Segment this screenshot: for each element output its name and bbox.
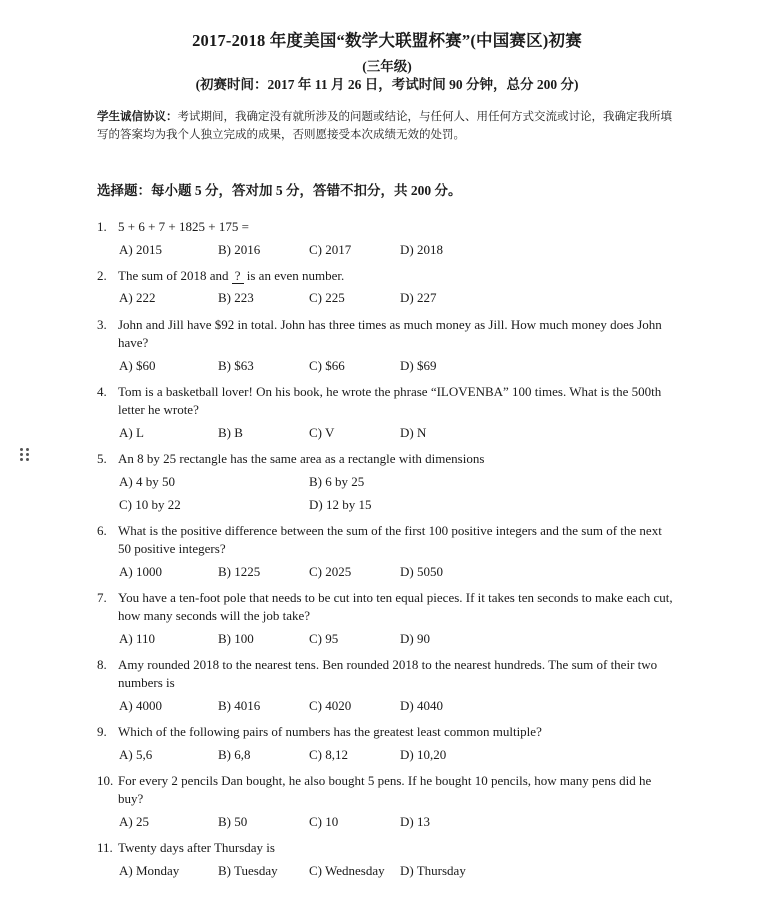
option-c[interactable]: C) 225 [309, 290, 345, 305]
option-b[interactable]: B) 1225 [218, 564, 261, 579]
question-text-after: is an even number. [243, 268, 345, 283]
question-text: 5 + 6 + 7 + 1825 + 175 = [118, 219, 249, 234]
option-a[interactable]: A) 4000 [119, 698, 162, 713]
option-d[interactable]: D) 4040 [400, 698, 443, 713]
question-8-options [119, 698, 679, 716]
option-c[interactable]: C) 8,12 [309, 747, 348, 762]
question-8 [97, 656, 677, 692]
question-6 [97, 522, 677, 558]
question-number: 8. [97, 657, 107, 672]
exam-title: 2017-2018 年度美国“数学大联盟杯赛”(中国赛区)初赛 [192, 31, 582, 50]
question-4 [97, 383, 677, 419]
question-number: 2. [97, 268, 107, 283]
option-b[interactable]: B) 50 [218, 814, 248, 829]
option-a[interactable]: A) L [119, 425, 144, 440]
question-number: 10. [97, 773, 114, 788]
option-a[interactable]: A) 222 [119, 290, 156, 305]
question-10 [97, 772, 677, 808]
question-text: You have a ten-foot pole that needs to be cut into ten equal pieces. If it takes ten seconds to make each cut, how many seconds will the job take? [118, 590, 673, 623]
question-3 [97, 316, 677, 352]
pledge-label: 学生诚信协议： [97, 111, 178, 123]
question-text [118, 267, 677, 285]
drag-handle-icon[interactable] [20, 448, 30, 466]
option-a[interactable]: A) 5,6 [119, 747, 153, 762]
question-7 [97, 589, 677, 625]
question-number: 1. [97, 219, 107, 234]
option-b[interactable]: B) 6,8 [218, 747, 251, 762]
question-2 [97, 267, 677, 285]
option-d[interactable]: D) 12 by 15 [309, 497, 372, 512]
option-d[interactable]: D) 13 [400, 814, 430, 829]
question-5-options-row-1 [119, 474, 679, 492]
question-number: 6. [97, 523, 107, 538]
question-text: Which of the following pairs of numbers has the greatest least common multiple? [118, 724, 542, 739]
option-c[interactable]: C) 4020 [309, 698, 352, 713]
option-b[interactable]: B) $63 [218, 358, 254, 373]
question-number: 9. [97, 724, 107, 739]
question-4-options [119, 425, 679, 443]
honesty-pledge [97, 108, 677, 144]
option-c[interactable]: C) 10 [309, 814, 339, 829]
question-number: 7. [97, 590, 107, 605]
question-text: What is the positive difference between the sum of the first 100 positive integers and the sum of the next 50 positive integers? [118, 523, 662, 556]
question-number: 4. [97, 384, 107, 399]
question-6-options [119, 564, 679, 582]
question-9-options [119, 747, 679, 765]
option-b[interactable]: B) B [218, 425, 243, 440]
option-a[interactable]: A) 25 [119, 814, 149, 829]
question-1 [97, 218, 677, 236]
answer-blank: ? [232, 269, 244, 284]
question-2-options [119, 290, 679, 308]
option-d[interactable]: D) 227 [400, 290, 437, 305]
option-d[interactable]: D) Thursday [400, 863, 466, 878]
grade-level: (三年级) [362, 59, 412, 74]
option-d[interactable]: D) 10,20 [400, 747, 447, 762]
option-b[interactable]: B) 100 [218, 631, 254, 646]
question-text: John and Jill have $92 in total. John has three times as much money as Jill. How much money does John have? [118, 317, 662, 350]
option-c[interactable]: C) Wednesday [309, 863, 385, 878]
option-d[interactable]: D) $69 [400, 358, 437, 373]
option-c[interactable]: C) $66 [309, 358, 345, 373]
question-11-options [119, 863, 679, 881]
option-c[interactable]: C) 2025 [309, 564, 352, 579]
question-5 [97, 450, 677, 468]
option-d[interactable]: D) 5050 [400, 564, 443, 579]
option-c[interactable]: C) 95 [309, 631, 339, 646]
option-d[interactable]: D) 90 [400, 631, 430, 646]
question-number: 11. [97, 840, 113, 855]
question-text: Amy rounded 2018 to the nearest tens. Ben rounded 2018 to the nearest hundreds. The sum of their two numbers is [118, 657, 658, 690]
question-9 [97, 723, 677, 741]
exam-time-info: (初赛时间：2017 年 11 月 26 日，考试时间 90 分钟，总分 200 分) [195, 77, 579, 92]
option-a[interactable]: A) $60 [119, 358, 156, 373]
question-text: An 8 by 25 rectangle has the same area as a rectangle with dimensions [118, 451, 485, 466]
option-a[interactable]: A) 2015 [119, 242, 162, 257]
option-a[interactable]: A) 1000 [119, 564, 162, 579]
option-b[interactable]: B) 2016 [218, 242, 261, 257]
pledge-text: 考试期间，我确定没有就所涉及的问题或结论，与任何人、用任何方式交流或讨论，我确定我所填写的答案均为我个人独立完成的成果，否则愿接受本次成绩无效的处罚。 [97, 111, 672, 141]
question-5-options-row-2 [119, 497, 679, 515]
option-c[interactable]: C) 2017 [309, 242, 352, 257]
question-number: 3. [97, 317, 107, 332]
question-text: For every 2 pencils Dan bought, he also bought 5 pens. If he bought 10 pencils, how many pens did he buy? [118, 773, 652, 806]
option-b[interactable]: B) 223 [218, 290, 254, 305]
question-7-options [119, 631, 679, 649]
question-number: 5. [97, 451, 107, 466]
question-3-options [119, 358, 679, 376]
option-a[interactable]: A) Monday [119, 863, 180, 878]
question-11 [97, 839, 677, 857]
option-d[interactable]: D) N [400, 425, 427, 440]
option-a[interactable]: A) 110 [119, 631, 155, 646]
option-b[interactable]: B) 4016 [218, 698, 261, 713]
question-text-before: The sum of 2018 and [118, 268, 232, 283]
question-10-options [119, 814, 679, 832]
section-instructions: 选择题：每小题 5 分，答对加 5 分，答错不扣分，共 200 分。 [97, 183, 462, 198]
option-b[interactable]: B) 6 by 25 [309, 474, 365, 489]
option-c[interactable]: C) V [309, 425, 335, 440]
option-c[interactable]: C) 10 by 22 [119, 497, 181, 512]
question-1-options [119, 242, 679, 260]
option-b[interactable]: B) Tuesday [218, 863, 278, 878]
question-text: Twenty days after Thursday is [118, 840, 275, 855]
option-a[interactable]: A) 4 by 50 [119, 474, 175, 489]
option-d[interactable]: D) 2018 [400, 242, 443, 257]
question-text: Tom is a basketball lover! On his book, he wrote the phrase “ILOVENBA” 100 times. What is the 500th letter he wrote? [118, 384, 662, 417]
